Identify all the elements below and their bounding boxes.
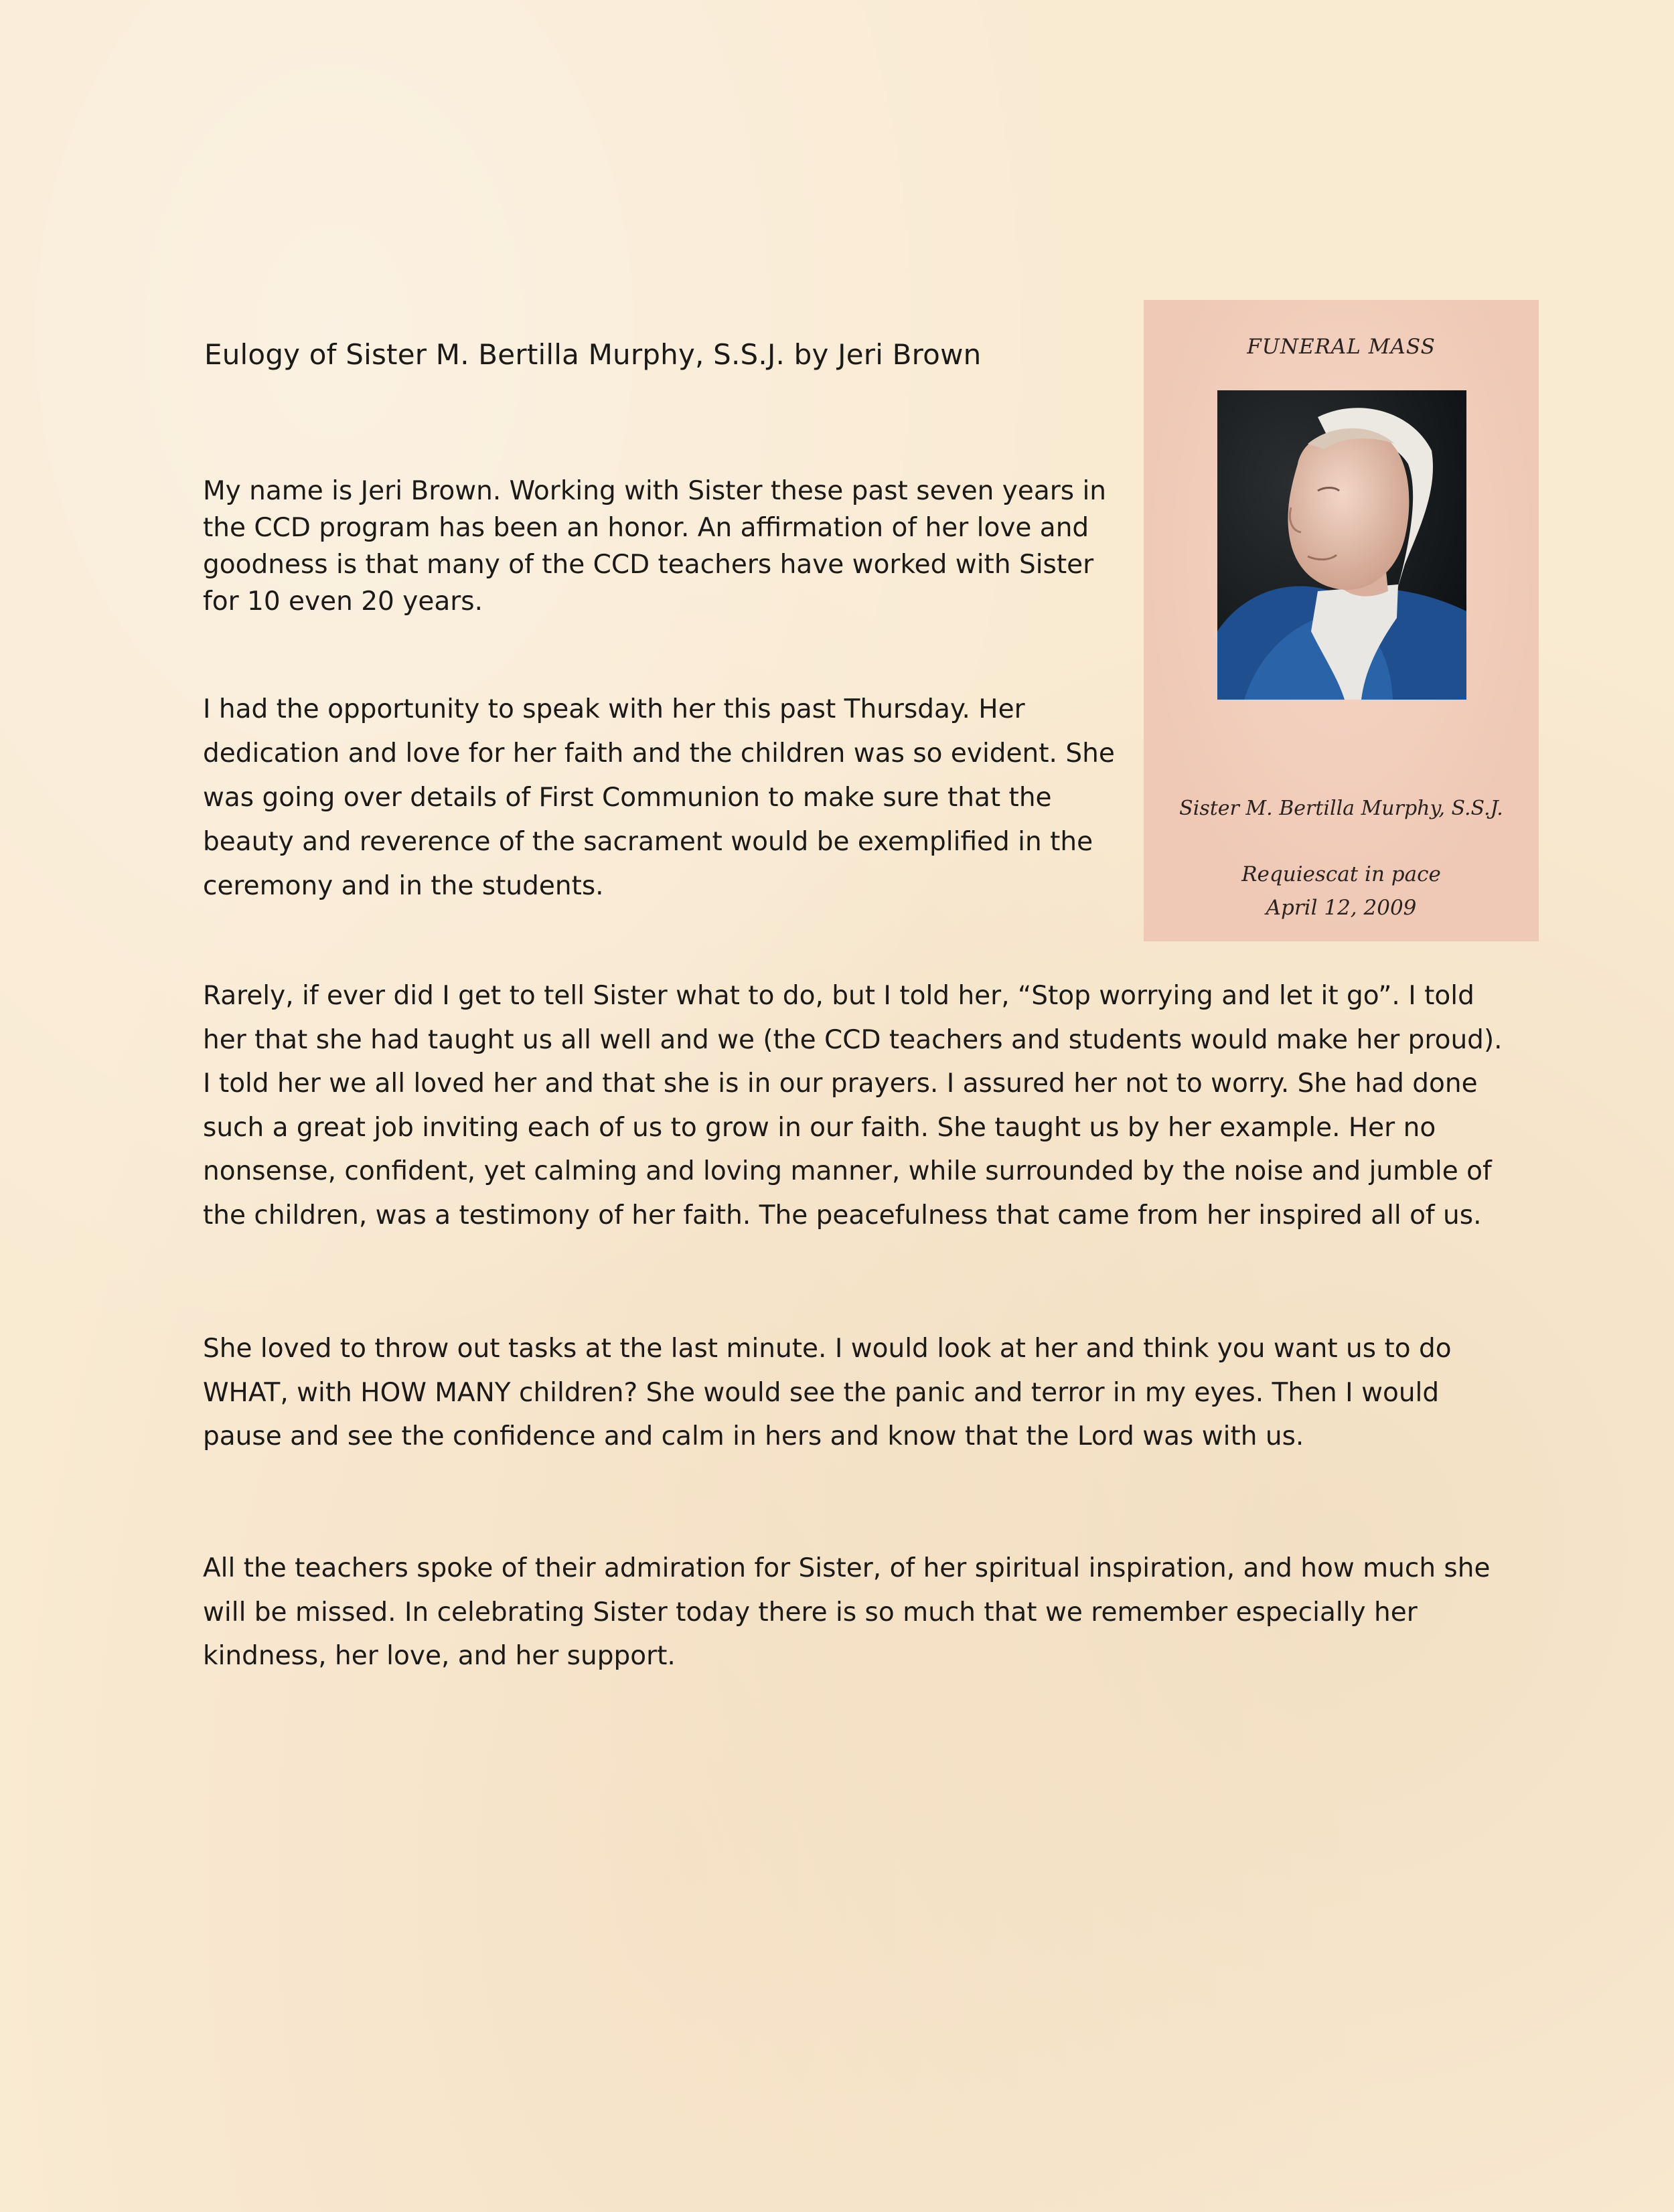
paragraph-stop-worrying: Rarely, if ever did I get to tell Sister what to do, but I told her, “Stop worrying and let it go”. I told her that she had taught us all well and we (the CCD teachers and students would make her proud). I told her we all loved her and that she is in our prayers. I assured her not to worry. She had done such a great job inviting each of us to grow in our faith. She taught us by her example. Her no nonsense, confident, yet calming and loving manner, while surrounded by the noise and jumble of the children, was a testimony of her faith. The peacefulness that came from her inspired all of us. [203, 981, 1503, 1231]
card-name: Sister M. Bertilla Murphy, S.S.J. [1179, 797, 1503, 820]
page-title: Eulogy of Sister M. Bertilla Murphy, S.S.J. by Jeri Brown [204, 338, 982, 371]
paragraph-admiration: All the teachers spoke of their admiration for Sister, of her spiritual inspiration, and how much she will be missed. In celebrating Sister today there is so much that we remember especially her kindness, her love, and her support. [203, 1553, 1491, 1671]
portrait-illustration [1217, 390, 1466, 700]
portrait-photo [1217, 390, 1466, 700]
paragraph-thursday-conversation: I had the opportunity to speak with her this past Thursday. Her dedication and love for her faith and the children was so evident. She was going over details of First Communion to make sure that the beauty and reverence of the sacrament would be exemplified in the ceremony and in the students. [203, 694, 1115, 901]
card-date: April 12, 2009 [1266, 896, 1417, 920]
card-heading: FUNERAL MASS [1247, 335, 1436, 359]
funeral-mass-card [1144, 300, 1539, 941]
paragraph-last-minute-tasks: She loved to throw out tasks at the last minute. I would look at her and think you want us to do WHAT, with HOW MANY children? She would see the panic and terror in my eyes. Then I would pause and see the confidence and calm in hers and know that the Lord was with us. [203, 1334, 1452, 1451]
paragraph-introduction: My name is Jeri Brown. Working with Sister these past seven years in the CCD program has been an honor. An affirmation of her love and goodness is that many of the CCD teachers have worked with Sister for 10 even 20 years. [203, 476, 1107, 617]
card-requiescat: Requiescat in pace [1241, 862, 1441, 886]
